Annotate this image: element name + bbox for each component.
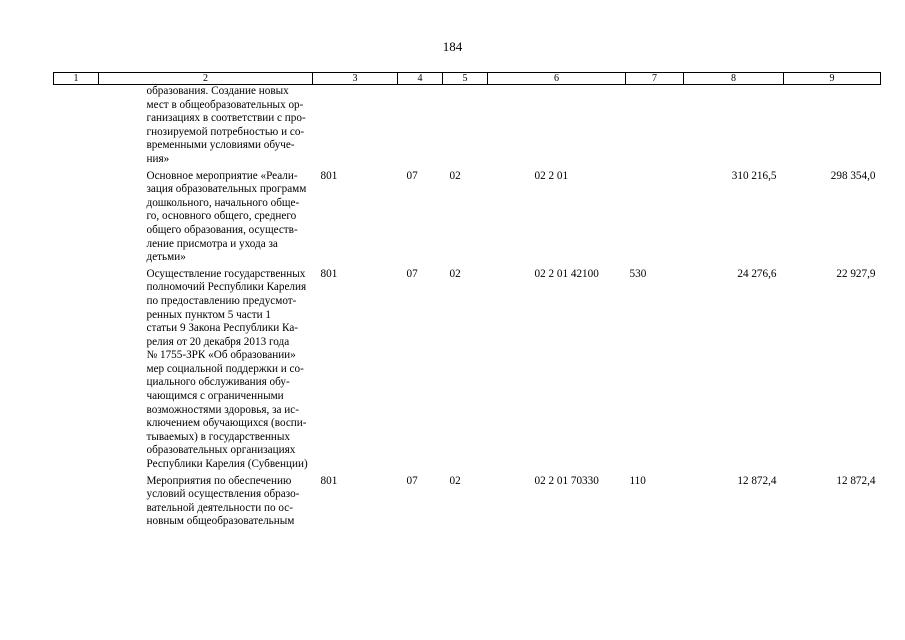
- description-line: Республики Карелия (Субвенции): [146, 458, 308, 471]
- description-line: ганизациях в соответствии с про-: [146, 112, 306, 125]
- cell-col6: 02 2 01 70330: [534, 474, 599, 487]
- cell-col7: 530: [629, 267, 647, 280]
- cell-col3: 801: [320, 474, 338, 487]
- cell-col1: [54, 85, 99, 170]
- budget-table: [53, 72, 881, 532]
- cell-col9: 22 927,9: [836, 267, 876, 280]
- cell-col1: [54, 268, 99, 475]
- cell-col5: 02: [449, 267, 461, 280]
- column-number-header: 3: [313, 73, 398, 85]
- cell-col4: 07: [406, 169, 418, 182]
- table-row: [54, 268, 881, 475]
- cell-description: [99, 85, 313, 170]
- cell-description: [99, 170, 313, 268]
- table-row: [54, 475, 881, 532]
- description-line: тываемых) в государственных: [146, 430, 291, 443]
- description-line: ление присмотра и ухода за: [146, 237, 278, 250]
- description-line: Основное мероприятие «Реали-: [146, 169, 298, 182]
- description-line: гнозируемой потребностью и со-: [146, 125, 305, 138]
- description-line: Осуществление государственных: [146, 267, 306, 280]
- column-number-header: 2: [99, 73, 313, 85]
- cell-col3: 801: [320, 267, 338, 280]
- description-line: образования. Создание новых: [146, 85, 289, 97]
- description-line: новным общеобразовательным: [146, 515, 295, 528]
- cell-col4: [398, 85, 443, 170]
- description-line: Мероприятия по обеспечению: [146, 474, 292, 487]
- cell-col3: [313, 85, 398, 170]
- description-line: общего образования, осуществ-: [146, 223, 298, 236]
- description-line: го, основного общего, среднего: [146, 210, 297, 223]
- description-line: ренных пунктом 5 части 1: [146, 308, 272, 321]
- description-line: возможностями здоровья, за ис-: [146, 403, 299, 416]
- column-number-header: 1: [54, 73, 99, 85]
- cell-col6: [488, 85, 626, 170]
- cell-col5: [443, 85, 488, 170]
- cell-col1: [54, 475, 99, 532]
- cell-col1: [54, 170, 99, 268]
- description-line: детьми»: [146, 251, 186, 264]
- cell-col6: 02 2 01 42100: [534, 267, 599, 280]
- cell-col7: [626, 85, 684, 170]
- cell-col8: [684, 85, 784, 170]
- description-line: статьи 9 Закона Республики Ка-: [146, 322, 299, 335]
- cell-description: [99, 475, 313, 532]
- cell-col9: 12 872,4: [836, 474, 876, 487]
- description-line: временными условиями обуче-: [146, 139, 295, 152]
- cell-col5: 02: [449, 474, 461, 487]
- cell-col8: 310 216,5: [731, 169, 777, 182]
- cell-col4: 07: [406, 474, 418, 487]
- cell-col5: 02: [449, 169, 461, 182]
- cell-col8: 24 276,6: [737, 267, 777, 280]
- description-line: релия от 20 декабря 2013 года: [146, 335, 290, 348]
- page-number: 184: [442, 39, 463, 54]
- column-number-header: 5: [443, 73, 488, 85]
- table-row: [54, 170, 881, 268]
- table-body: [54, 85, 881, 533]
- description-line: ния»: [146, 152, 170, 165]
- cell-col3: 801: [320, 169, 338, 182]
- column-number-header: 7: [626, 73, 684, 85]
- column-number-header: 6: [488, 73, 626, 85]
- description-line: мест в общеобразовательных ор-: [146, 98, 304, 111]
- description-line: чающимся с ограниченными: [146, 390, 284, 403]
- description-line: циального обслуживания обу-: [146, 376, 290, 389]
- description-line: дошкольного, начального обще-: [146, 196, 300, 209]
- description-line: условий осуществления образо-: [146, 488, 300, 501]
- description-line: № 1755-ЗРК «Об образовании»: [146, 349, 296, 362]
- column-number-header-row: [54, 73, 881, 85]
- cell-col7: [626, 170, 684, 268]
- description-line: мер социальной поддержки и со-: [146, 362, 304, 375]
- table-row: [54, 85, 881, 170]
- column-number-header: 8: [684, 73, 784, 85]
- description-line: вательной деятельности по ос-: [146, 501, 293, 514]
- description-line: зация образовательных программ: [146, 183, 307, 196]
- cell-col6: 02 2 01: [534, 169, 569, 182]
- cell-col9: 298 354,0: [830, 169, 876, 182]
- cell-col4: 07: [406, 267, 418, 280]
- column-number-header: 9: [784, 73, 881, 85]
- cell-col7: 110: [629, 474, 646, 487]
- cell-description: [99, 268, 313, 475]
- description-line: по предоставлению предусмот-: [146, 294, 297, 307]
- cell-col8: 12 872,4: [737, 474, 777, 487]
- column-number-header: 4: [398, 73, 443, 85]
- description-line: ключением обучающихся (воспи-: [146, 417, 307, 430]
- description-line: полномочий Республики Карелия: [146, 281, 307, 294]
- description-line: образовательных организациях: [146, 444, 296, 457]
- cell-col9: [784, 85, 881, 170]
